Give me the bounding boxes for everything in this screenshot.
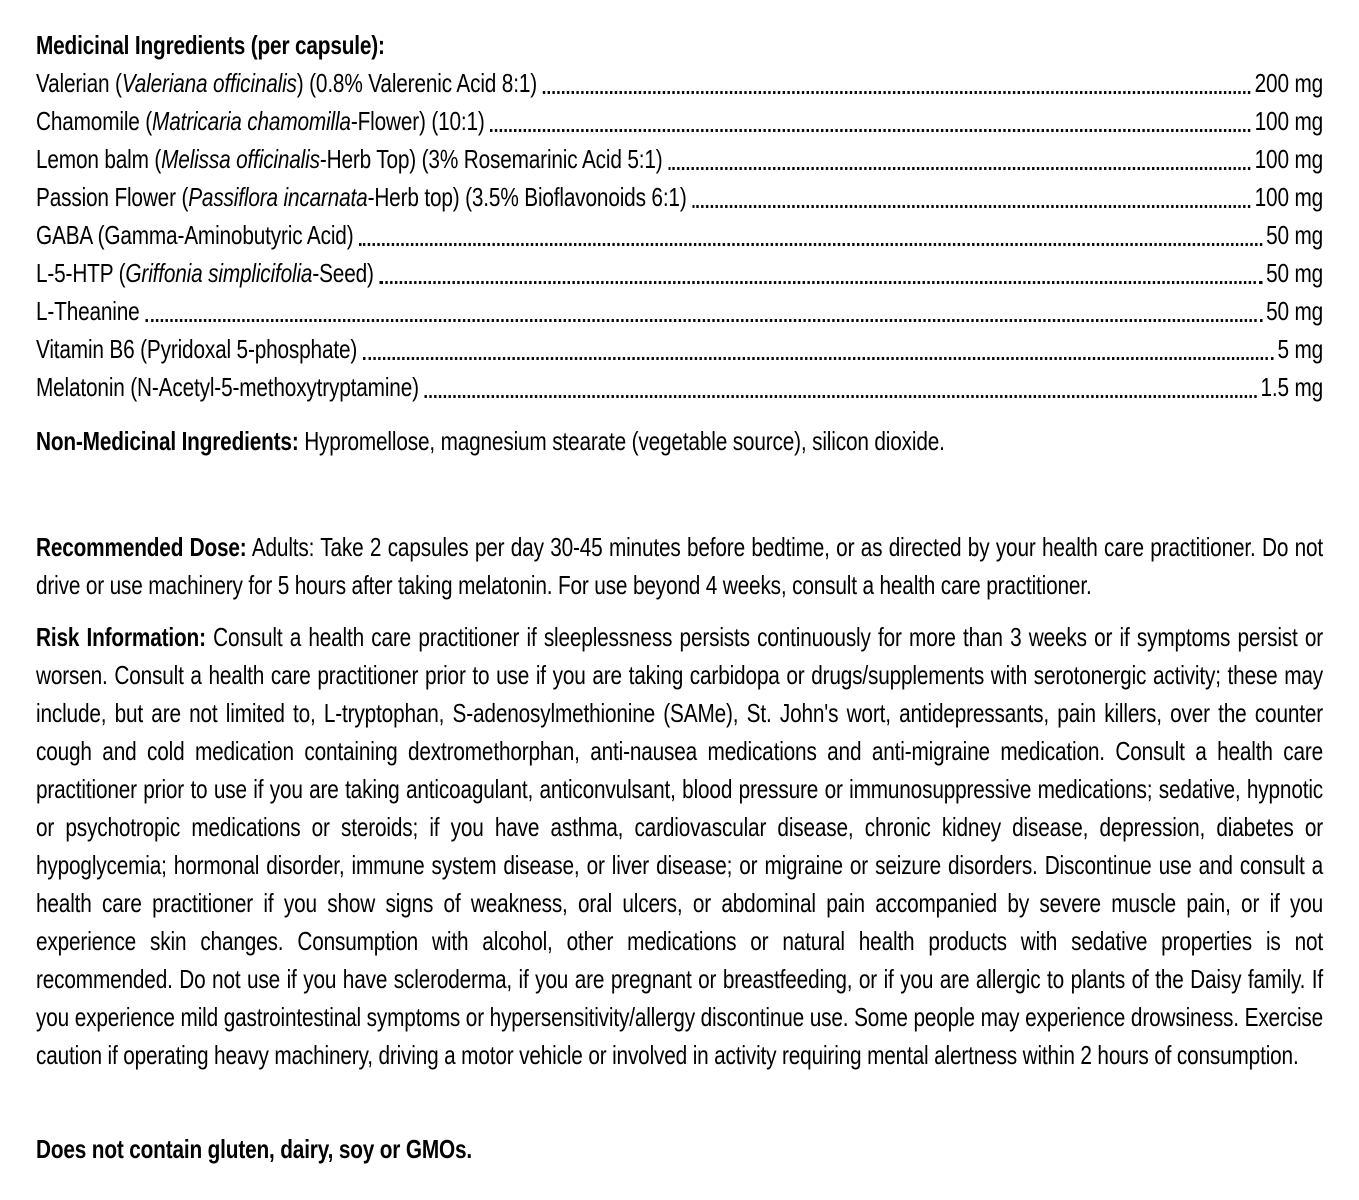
ingredient-name: Passion Flower (Passiflora incarnata-Herb top) (3.5% Bioflavonoids 6:1) [36, 182, 687, 212]
recommended-dose-label: Recommended Dose: [36, 532, 247, 562]
medicinal-ingredients-heading: Medicinal Ingredients (per capsule): [36, 30, 385, 60]
ingredient-name: Lemon balm (Melissa officinalis-Herb Top) (3% Rosemarinic Acid 5:1) [36, 144, 663, 174]
dot-leader [424, 395, 1256, 398]
ingredient-name: L-5-HTP (Griffonia simplicifolia-Seed) [36, 258, 374, 288]
ingredient-row [36, 292, 1323, 330]
ingredient-row [36, 216, 1323, 254]
ingredient-amount: 100 mg [1254, 182, 1324, 212]
ingredient-name: Melatonin (N-Acetyl-5-methoxytryptamine) [36, 372, 419, 402]
dot-leader [668, 167, 1251, 170]
dot-leader [359, 243, 1262, 246]
ingredient-name: Valerian (Valeriana officinalis) (0.8% Valerenic Acid 8:1) [36, 68, 537, 98]
contains-statement: Does not contain gluten, dairy, soy or GMOs. [36, 1134, 473, 1164]
ingredient-name: L-Theanine [36, 296, 140, 326]
non-medicinal-label: Non-Medicinal Ingredients: [36, 426, 299, 456]
ingredient-amount: 50 mg [1266, 296, 1324, 326]
ingredient-list [36, 64, 1323, 406]
dot-leader [543, 91, 1251, 94]
ingredient-row [36, 254, 1323, 292]
ingredient-amount: 50 mg [1266, 258, 1324, 288]
ingredient-name: GABA (Gamma-Aminobutyric Acid) [36, 220, 354, 250]
dot-leader [692, 205, 1250, 208]
ingredient-amount: 1.5 mg [1260, 372, 1324, 402]
non-medicinal-paragraph [36, 422, 1323, 460]
dot-leader [363, 357, 1274, 360]
dot-leader [490, 129, 1250, 132]
ingredient-amount: 50 mg [1266, 220, 1324, 250]
ingredient-amount: 100 mg [1254, 144, 1324, 174]
ingredient-row [36, 178, 1323, 216]
ingredient-row [36, 368, 1323, 406]
ingredient-amount: 100 mg [1254, 106, 1324, 136]
dot-leader [379, 281, 1262, 284]
risk-information-paragraph [36, 618, 1323, 1074]
dot-leader [145, 319, 1262, 322]
ingredient-name: Vitamin B6 (Pyridoxal 5-phosphate) [36, 334, 358, 364]
ingredient-name: Chamomile (Matricaria chamomilla-Flower) (10:1) [36, 106, 485, 136]
recommended-dose-text: Adults: Take 2 capsules per day 30-45 minutes before bedtime, or as directed by your health care practitioner. Do not drive or use machinery for 5 hours after taking melatonin. For use beyond 4 weeks, consult a health care practitioner. [36, 532, 1324, 600]
ingredient-amount: 200 mg [1254, 68, 1324, 98]
supplement-label-sheet [36, 26, 1323, 1168]
risk-information-label: Risk Information: [36, 622, 206, 652]
ingredient-amount: 5 mg [1277, 334, 1324, 364]
ingredient-row [36, 140, 1323, 178]
non-medicinal-text: Hypromellose, magnesium stearate (vegetable source), silicon dioxide. [304, 426, 945, 456]
risk-information-text: Consult a health care practitioner if sleeplessness persists continuously for more than 3 weeks or if symptoms persist or worsen. Consult a health care practitioner prior to use if you are taking carbidopa or drugs/supplements with serotonergic activity; these may include, but are not limited to, L-tryptophan, S-adenosylmethionine (SAMe), St. John's wort, antidepressants, pain killers, over the counter cough and cold medication containing dextromethorphan, anti-nausea medications and anti-migraine medication. Consult a health care practitioner prior to use if you are taking anticoagulant, anticonvulsant, blood pressure or immunosuppressive medications; sedative, hypnotic or psychotropic medications or steroids; if you have asthma, cardiovascular disease, chronic kidney disease, depression, diabetes or hypoglycemia; hormonal disorder, immune system disease, or liver disease; or migraine or seizure disorders. Discontinue use and consult a health care practitioner if you show signs of weakness, oral ulcers, or abdominal pain accompanied by severe muscle pain, or if you experience skin changes. Consumption with alcohol, other medications or natural health products with sedative properties is not recommended. Do not use if you have scleroderma, if you are pregnant or breastfeeding, or if you are allergic to plants of the Daisy family. If you experience mild gastrointestinal symptoms or hypersensitivity/allergy discontinue use. Some people may experience drowsiness. Exercise caution if operating heavy machinery, driving a motor vehicle or involved in activity requiring mental alertness within 2 hours of consumption. [36, 622, 1324, 1070]
recommended-dose-paragraph [36, 528, 1323, 604]
ingredient-row [36, 330, 1323, 368]
ingredient-row [36, 102, 1323, 140]
ingredient-row [36, 64, 1323, 102]
